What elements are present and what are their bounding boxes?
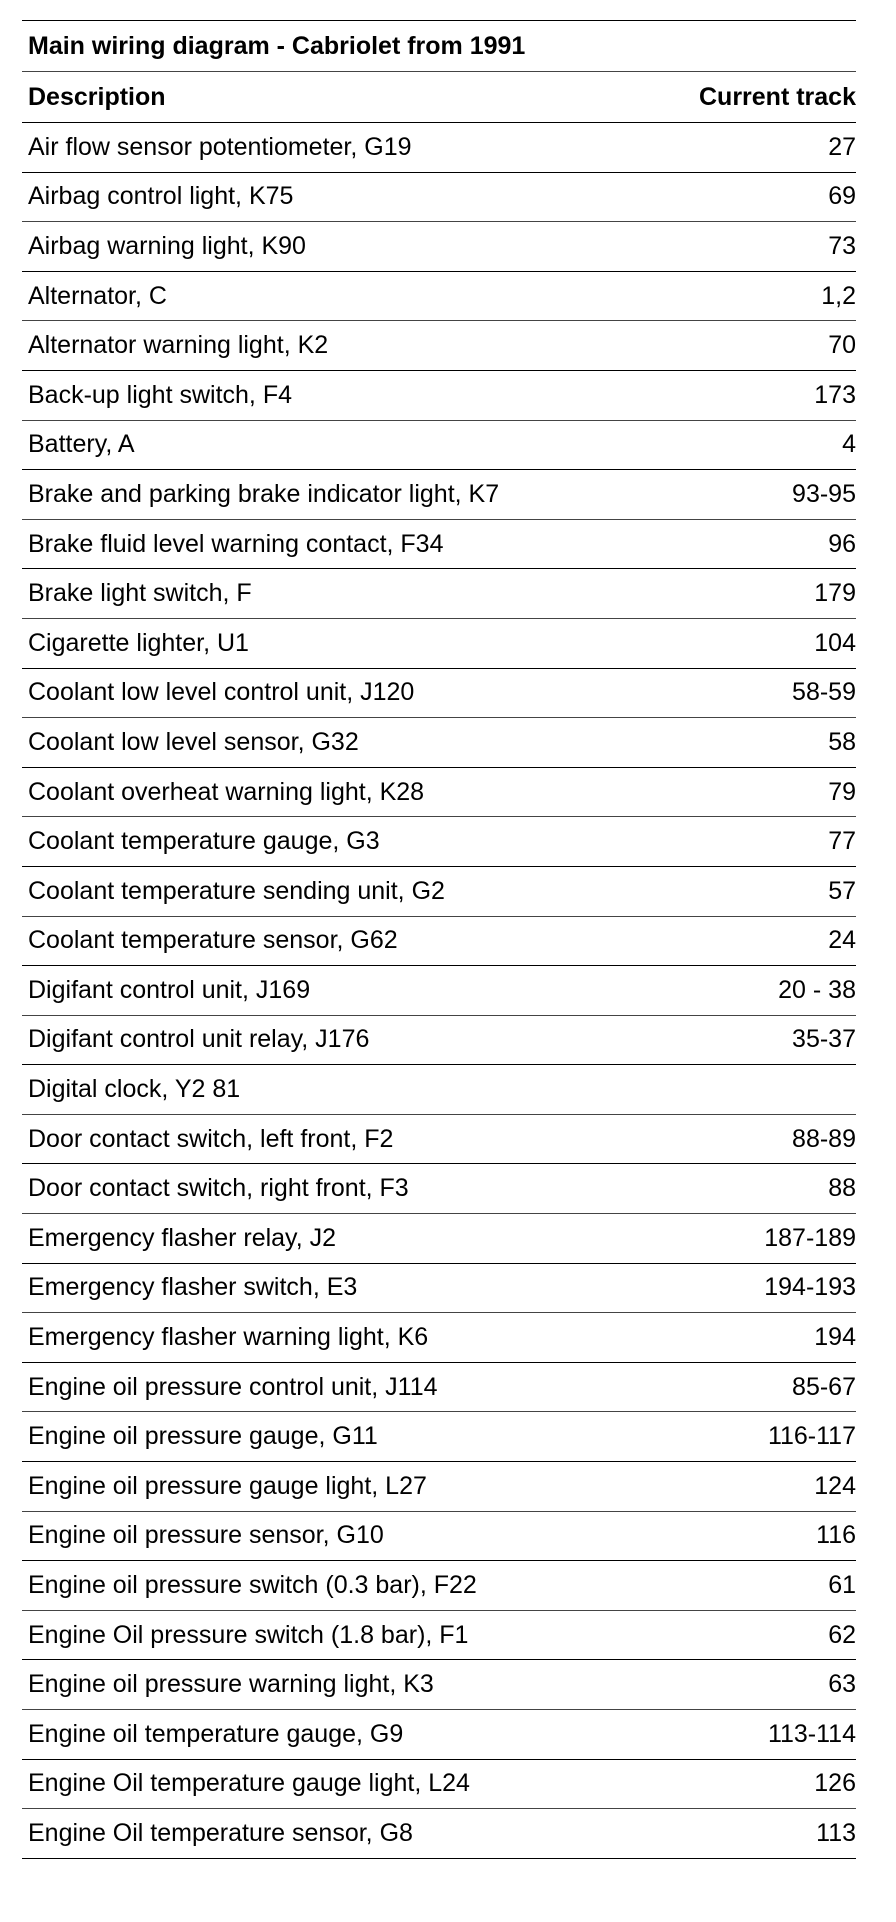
row-current-track: 124 xyxy=(814,1471,856,1500)
header-description: Description xyxy=(28,82,166,111)
table-caption-text: Main wiring diagram - Cabriolet from 1991 xyxy=(28,31,526,60)
row-current-track: 113 xyxy=(816,1818,856,1847)
table-row xyxy=(22,768,856,818)
row-description: Engine Oil temperature gauge light, L24 xyxy=(28,1769,470,1798)
row-description: Emergency flasher relay, J2 xyxy=(28,1223,336,1252)
table-row xyxy=(22,1561,856,1611)
table-row xyxy=(22,1264,856,1314)
row-current-track: 27 xyxy=(828,132,856,161)
table-row xyxy=(22,321,856,371)
table-row xyxy=(22,173,856,223)
row-description: Emergency flasher switch, E3 xyxy=(28,1273,358,1302)
row-current-track: 58-59 xyxy=(792,678,856,707)
table-row xyxy=(22,1462,856,1512)
table-row xyxy=(22,867,856,917)
table-row xyxy=(22,1214,856,1264)
table-row xyxy=(22,1760,856,1810)
table-row xyxy=(22,470,856,520)
table-row xyxy=(22,123,856,173)
table-row xyxy=(22,371,856,421)
table-row xyxy=(22,1611,856,1661)
row-description: Engine oil pressure gauge, G11 xyxy=(28,1422,378,1451)
table-row xyxy=(22,1512,856,1562)
row-current-track: 20 - 38 xyxy=(778,975,856,1004)
row-current-track: 96 xyxy=(828,529,856,558)
row-description: Door contact switch, right front, F3 xyxy=(28,1174,409,1203)
row-description: Airbag control light, K75 xyxy=(28,182,294,211)
row-description: Digifant control unit relay, J176 xyxy=(28,1025,370,1054)
row-description: Brake and parking brake indicator light, K7 xyxy=(28,479,500,508)
row-description: Engine oil pressure gauge light, L27 xyxy=(28,1471,427,1500)
row-current-track: 79 xyxy=(828,777,856,806)
row-current-track: 116 xyxy=(816,1521,856,1550)
row-description: Engine oil pressure control unit, J114 xyxy=(28,1372,438,1401)
row-description: Coolant temperature sending unit, G2 xyxy=(28,876,445,905)
row-current-track: 62 xyxy=(828,1620,856,1649)
header-current-track: Current track xyxy=(699,82,856,111)
row-description: Coolant low level sensor, G32 xyxy=(28,727,359,756)
row-description: Engine Oil pressure switch (1.8 bar), F1 xyxy=(28,1620,469,1649)
table-header-row xyxy=(22,72,856,123)
table-row xyxy=(22,222,856,272)
row-description: Engine Oil temperature sensor, G8 xyxy=(28,1818,413,1847)
table-row xyxy=(22,1313,856,1363)
row-description: Airbag warning light, K90 xyxy=(28,231,306,260)
wiring-index-table xyxy=(22,20,856,1859)
row-current-track: 194 xyxy=(814,1323,856,1352)
row-description: Alternator warning light, K2 xyxy=(28,331,329,360)
table-row xyxy=(22,718,856,768)
row-current-track: 116-117 xyxy=(767,1422,856,1451)
row-current-track: 179 xyxy=(814,579,856,608)
row-description: Coolant low level control unit, J120 xyxy=(28,678,415,707)
row-current-track: 4 xyxy=(842,430,856,459)
row-description: Coolant overheat warning light, K28 xyxy=(28,777,425,806)
table-row xyxy=(22,619,856,669)
row-current-track: 126 xyxy=(814,1769,856,1798)
table-row xyxy=(22,1660,856,1710)
row-current-track: 77 xyxy=(828,827,856,856)
row-current-track: 194-193 xyxy=(764,1273,856,1302)
row-current-track: 85-67 xyxy=(792,1372,856,1401)
row-current-track: 61 xyxy=(828,1571,856,1600)
row-current-track: 63 xyxy=(828,1670,856,1699)
table-row xyxy=(22,1710,856,1760)
row-current-track: 57 xyxy=(828,876,856,905)
row-description: Coolant temperature sensor, G62 xyxy=(28,926,398,955)
table-row xyxy=(22,1412,856,1462)
table-row xyxy=(22,1016,856,1066)
row-description: Coolant temperature gauge, G3 xyxy=(28,827,380,856)
row-current-track: 73 xyxy=(828,231,856,260)
row-current-track: 173 xyxy=(814,380,856,409)
row-description: Alternator, C xyxy=(28,281,167,310)
table-row xyxy=(22,569,856,619)
row-current-track: 187-189 xyxy=(764,1223,856,1252)
table-row xyxy=(22,669,856,719)
row-current-track: 88-89 xyxy=(792,1124,856,1153)
table-row xyxy=(22,520,856,570)
row-description: Back-up light switch, F4 xyxy=(28,380,292,409)
row-current-track: 1,2 xyxy=(821,281,856,310)
table-row xyxy=(22,817,856,867)
table-row xyxy=(22,1065,856,1115)
row-current-track: 93-95 xyxy=(792,479,856,508)
row-description: Emergency flasher warning light, K6 xyxy=(28,1323,429,1352)
table-row xyxy=(22,1164,856,1214)
table-body xyxy=(22,123,856,1859)
row-description: Brake light switch, F xyxy=(28,579,252,608)
table-row xyxy=(22,1115,856,1165)
row-description: Engine oil pressure warning light, K3 xyxy=(28,1670,434,1699)
row-description: Brake fluid level warning contact, F34 xyxy=(28,529,444,558)
row-current-track: 88 xyxy=(828,1174,856,1203)
row-description: Digifant control unit, J169 xyxy=(28,975,311,1004)
row-current-track: 104 xyxy=(814,628,856,657)
row-description: Door contact switch, left front, F2 xyxy=(28,1124,394,1153)
table-row xyxy=(22,272,856,322)
row-current-track: 58 xyxy=(828,727,856,756)
row-description: Digital clock, Y2 81 xyxy=(28,1075,241,1104)
table-row xyxy=(22,421,856,471)
row-description: Engine oil pressure sensor, G10 xyxy=(28,1521,384,1550)
table-row xyxy=(22,966,856,1016)
table-row xyxy=(22,1363,856,1413)
row-current-track: 24 xyxy=(828,926,856,955)
row-description: Battery, A xyxy=(28,430,135,459)
row-current-track: 70 xyxy=(828,331,856,360)
table-row xyxy=(22,917,856,967)
row-current-track: 69 xyxy=(828,182,856,211)
row-current-track: 35-37 xyxy=(792,1025,856,1054)
row-description: Air flow sensor potentiometer, G19 xyxy=(28,132,412,161)
table-caption xyxy=(22,21,856,72)
row-description: Engine oil temperature gauge, G9 xyxy=(28,1719,404,1748)
row-description: Engine oil pressure switch (0.3 bar), F22 xyxy=(28,1571,477,1600)
row-current-track: 113-114 xyxy=(767,1719,856,1748)
table-row xyxy=(22,1809,856,1859)
row-description: Cigarette lighter, U1 xyxy=(28,628,249,657)
